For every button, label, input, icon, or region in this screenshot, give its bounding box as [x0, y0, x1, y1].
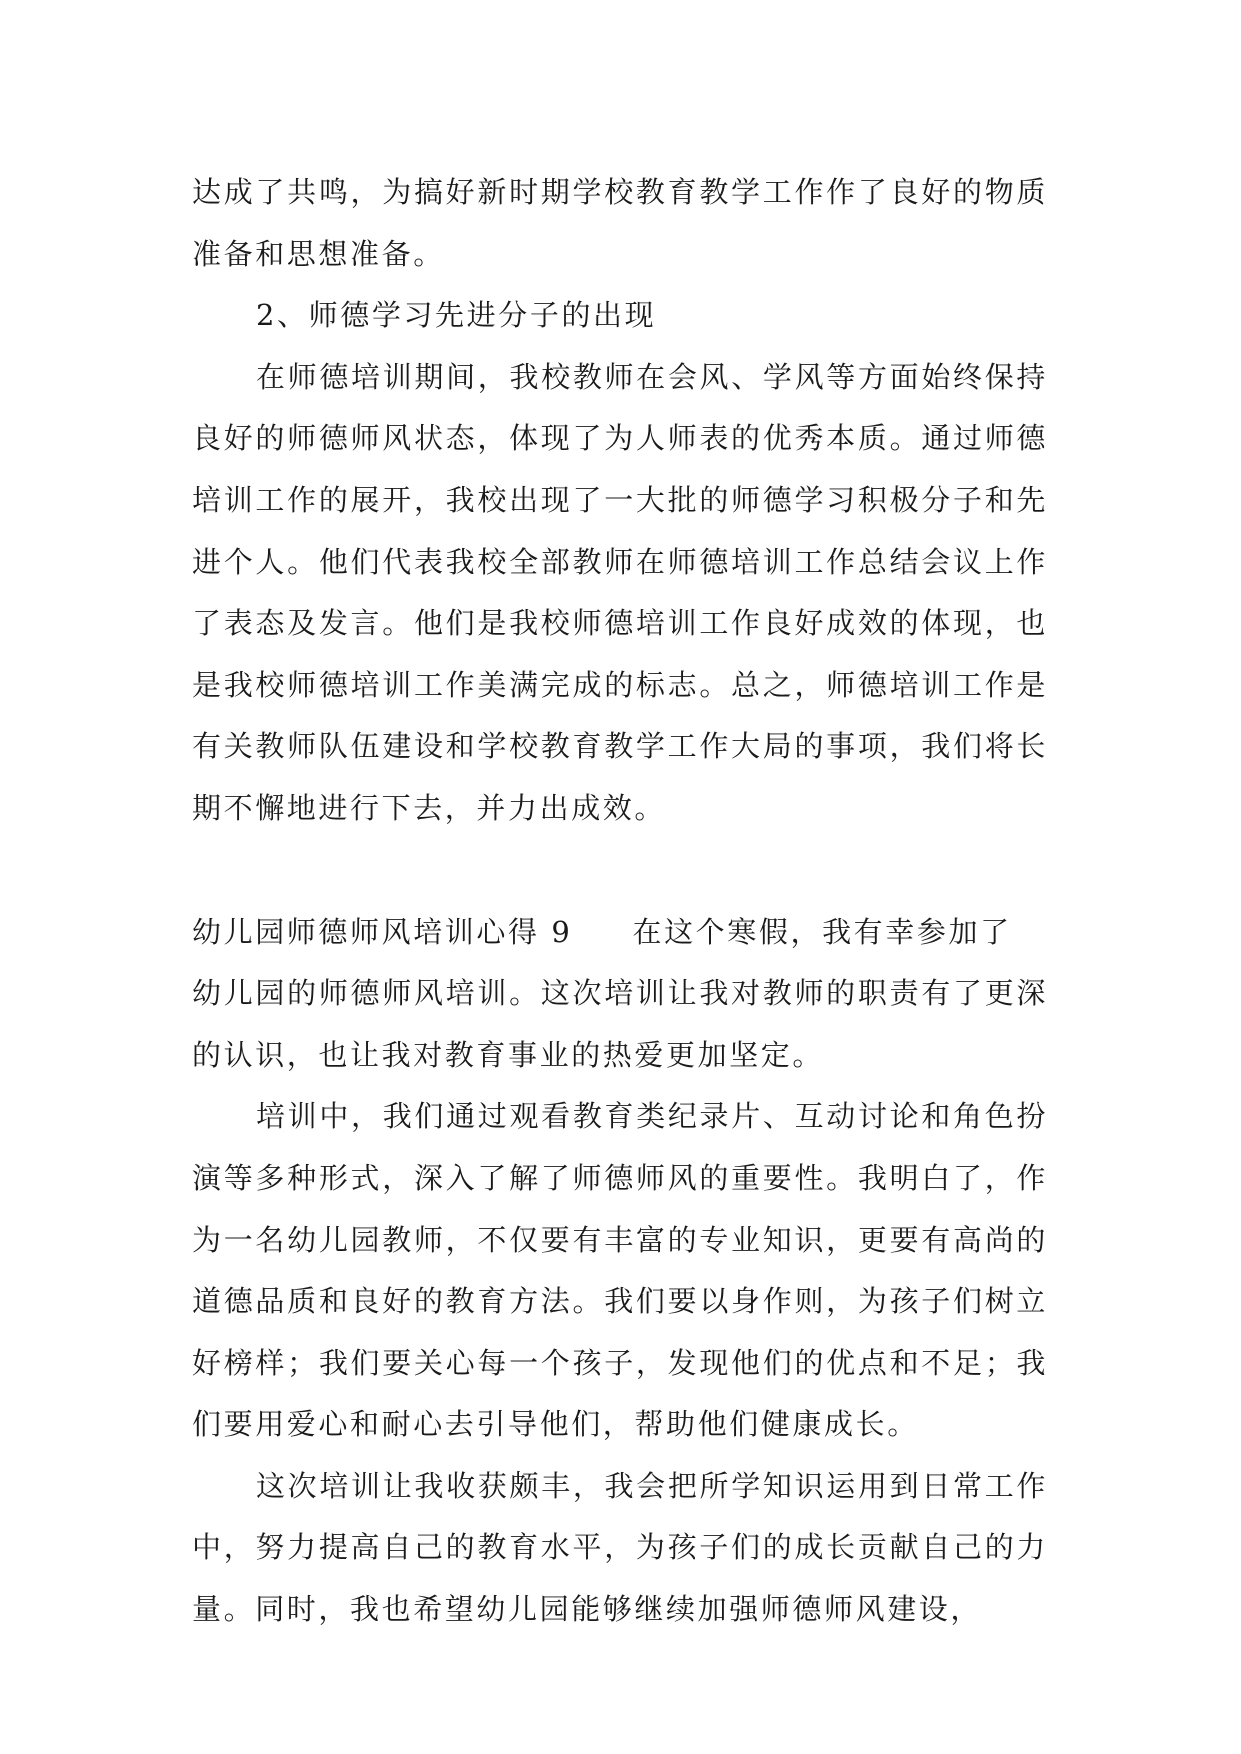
continuation-paragraph: 达成了共鸣，为搞好新时期学校教育教学工作作了良好的物质准备和思想准备。	[192, 175, 1048, 271]
intro-paragraph: 幼儿园的师德师风培训。这次培训让我对教师的职责有了更深的认识，也让我对教育事业的热爱更加坚定。	[192, 976, 1048, 1072]
section-heading-line	[192, 902, 1048, 964]
body-paragraph: 这次培训让我收获颇丰，我会把所学知识运用到日常工作中，努力提高自己的教育水平，为孩子们的成长贡献自己的力量。同时，我也希望幼儿园能够继续加强师德师风建设，	[192, 1468, 1048, 1627]
subheading: 2、师德学习先进分子的出现	[256, 298, 657, 333]
intro-first-line: 在这个寒假，我有幸参加了	[632, 914, 1012, 949]
section-spacer	[192, 840, 1048, 902]
document-body	[192, 162, 1048, 1641]
body-paragraph: 在师德培训期间，我校教师在会风、学风等方面始终保持良好的师德师风状态，体现了为人师表的优秀本质。通过师德培训工作的展开，我校出现了一大批的师德学习积极分子和先进个人。他们代表我校全部教师在师德培训工作总结会议上作了表态及发言。他们是我校师德培训工作良好成效的体现，也是我校师德培训工作美满完成的标志。总之，师德培训工作是有关教师队伍建设和学校教育教学工作大局的事项，我们将长期不懈地进行下去，并力出成效。	[192, 359, 1048, 825]
section-title: 幼儿园师德师风培训心得 9	[192, 914, 573, 949]
body-paragraph: 培训中，我们通过观看教育类纪录片、互动讨论和角色扮演等多种形式，深入了解了师德师风的重要性。我明白了，作为一名幼儿园教师，不仅要有丰富的专业知识，更要有高尚的道德品质和良好的教育方法。我们要以身作则，为孩子们树立好榜样；我们要关心每一个孩子，发现他们的优点和不足；我们要用爱心和耐心去引导他们，帮助他们健康成长。	[192, 1099, 1048, 1442]
